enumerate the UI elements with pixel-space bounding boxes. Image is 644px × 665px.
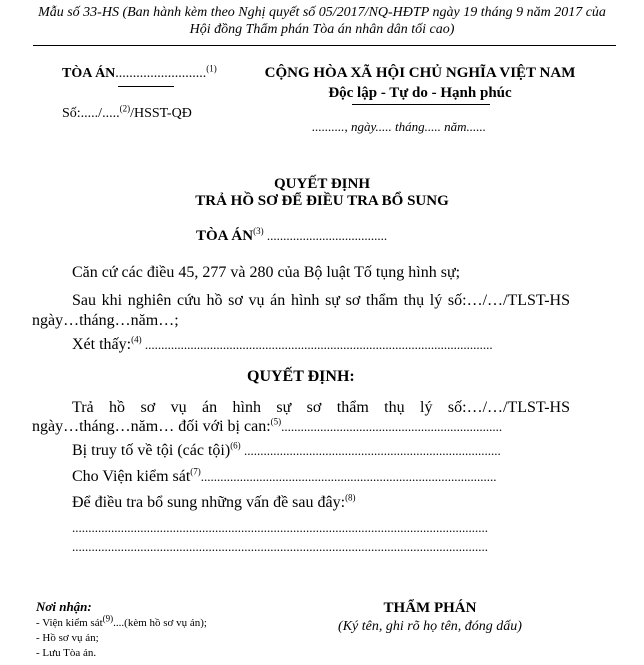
- number-suffix: /HSST-QĐ: [130, 106, 192, 121]
- charge-line: [72, 442, 501, 460]
- procuracy-dots: ...........................................................................................: [200, 469, 497, 484]
- finding-line: [72, 336, 493, 354]
- recipient-1-text: - Viện kiểm sát: [36, 617, 103, 629]
- motto-underline: [352, 104, 490, 105]
- charge-label: Bị truy tố về tội (các tội): [72, 442, 231, 459]
- basis-line1: Căn cứ các điều 45, 277 và 280 của Bộ luật Tố tụng hình sự;: [72, 264, 461, 281]
- nation-motto: Độc lập - Tự do - Hạnh phúc: [328, 85, 512, 101]
- number-note: (2): [119, 103, 131, 114]
- basis-line2b: ngày…tháng…năm…;: [32, 312, 179, 329]
- court-line: [196, 228, 387, 245]
- header-divider: [33, 45, 616, 46]
- supplement-note: (8): [345, 492, 356, 503]
- number-prefix: Số:...../.....: [62, 106, 120, 121]
- recipient-1-note: (9): [102, 613, 114, 624]
- finding-note: (4): [131, 334, 142, 345]
- nation-title: CỘNG HÒA XÃ HỘI CHỦ NGHĨA VIỆT NAM: [264, 65, 576, 81]
- procuracy-note: (7): [190, 466, 201, 477]
- supplement-label: Để điều tra bổ sung những vấn đề sau đây:: [72, 494, 346, 511]
- court-heading: [62, 63, 217, 82]
- court-note: (1): [206, 63, 217, 74]
- dot-line-1: ................................................................................................................................: [72, 520, 488, 535]
- procuracy-line: [72, 468, 497, 486]
- finding-label: Xét thấy:: [72, 336, 132, 353]
- decision-line1b-dots: ....................................................................: [281, 419, 503, 434]
- recipient-2: - Hồ sơ vụ án;: [36, 632, 99, 644]
- decision-heading: QUYẾT ĐỊNH:: [247, 368, 355, 385]
- decision-line1a: Trả hồ sơ vụ án hình sự sơ thẩm thụ lý số:…/…/TLST-HS: [72, 399, 570, 416]
- procuracy-label: Cho Viện kiểm sát: [72, 468, 191, 485]
- header-note-line1: Mẫu số 33-HS (Ban hành kèm theo Nghị quyết số 05/2017/NQ-HĐTP ngày 19 tháng 9 năm 2017 của: [38, 5, 606, 20]
- charge-note: (6): [230, 440, 241, 451]
- header-note-line2: Hội đồng Thẩm phán Tòa án nhân dân tối cao): [189, 22, 455, 37]
- court-dots: ..........................: [115, 66, 207, 81]
- court-label: TÒA ÁN: [62, 66, 116, 81]
- date-line: .........., ngày..... tháng..... năm......: [312, 119, 487, 134]
- recipients-title: Nơi nhận:: [36, 599, 92, 614]
- doc-title-line1: QUYẾT ĐỊNH: [274, 176, 370, 192]
- court-underline: [118, 86, 174, 87]
- finding-dots: ...........................................................................................................: [141, 337, 493, 352]
- recipient-3: - Lưu Tòa án.: [36, 647, 97, 659]
- decision-line1b-note: (5): [270, 416, 282, 427]
- supplement-line: [72, 494, 356, 512]
- doc-title-line2: TRẢ HỒ SƠ ĐỂ ĐIỀU TRA BỔ SUNG: [195, 193, 449, 209]
- charge-dots: ...............................................................................: [240, 443, 501, 458]
- recipient-1-rest: ....(kèm hồ sơ vụ án);: [113, 617, 207, 629]
- signature-title: THẨM PHÁN: [383, 600, 477, 616]
- decision-number: [62, 103, 192, 122]
- recipient-1: [36, 613, 207, 629]
- court-line-label: TÒA ÁN: [196, 228, 254, 244]
- signature-note: (Ký tên, ghi rõ họ tên, đóng dấu): [338, 619, 522, 634]
- dot-line-2: ................................................................................................................................: [72, 539, 488, 554]
- decision-line1b: [32, 418, 502, 436]
- decision-line1b-text: ngày…tháng…năm… đối với bị can:: [32, 418, 271, 435]
- court-line-note: (3): [253, 226, 264, 236]
- basis-line2a: Sau khi nghiên cứu hồ sơ vụ án hình sự sơ thẩm thụ lý số:…/…/TLST-HS: [72, 292, 570, 309]
- court-line-dots: .....................................: [263, 228, 388, 243]
